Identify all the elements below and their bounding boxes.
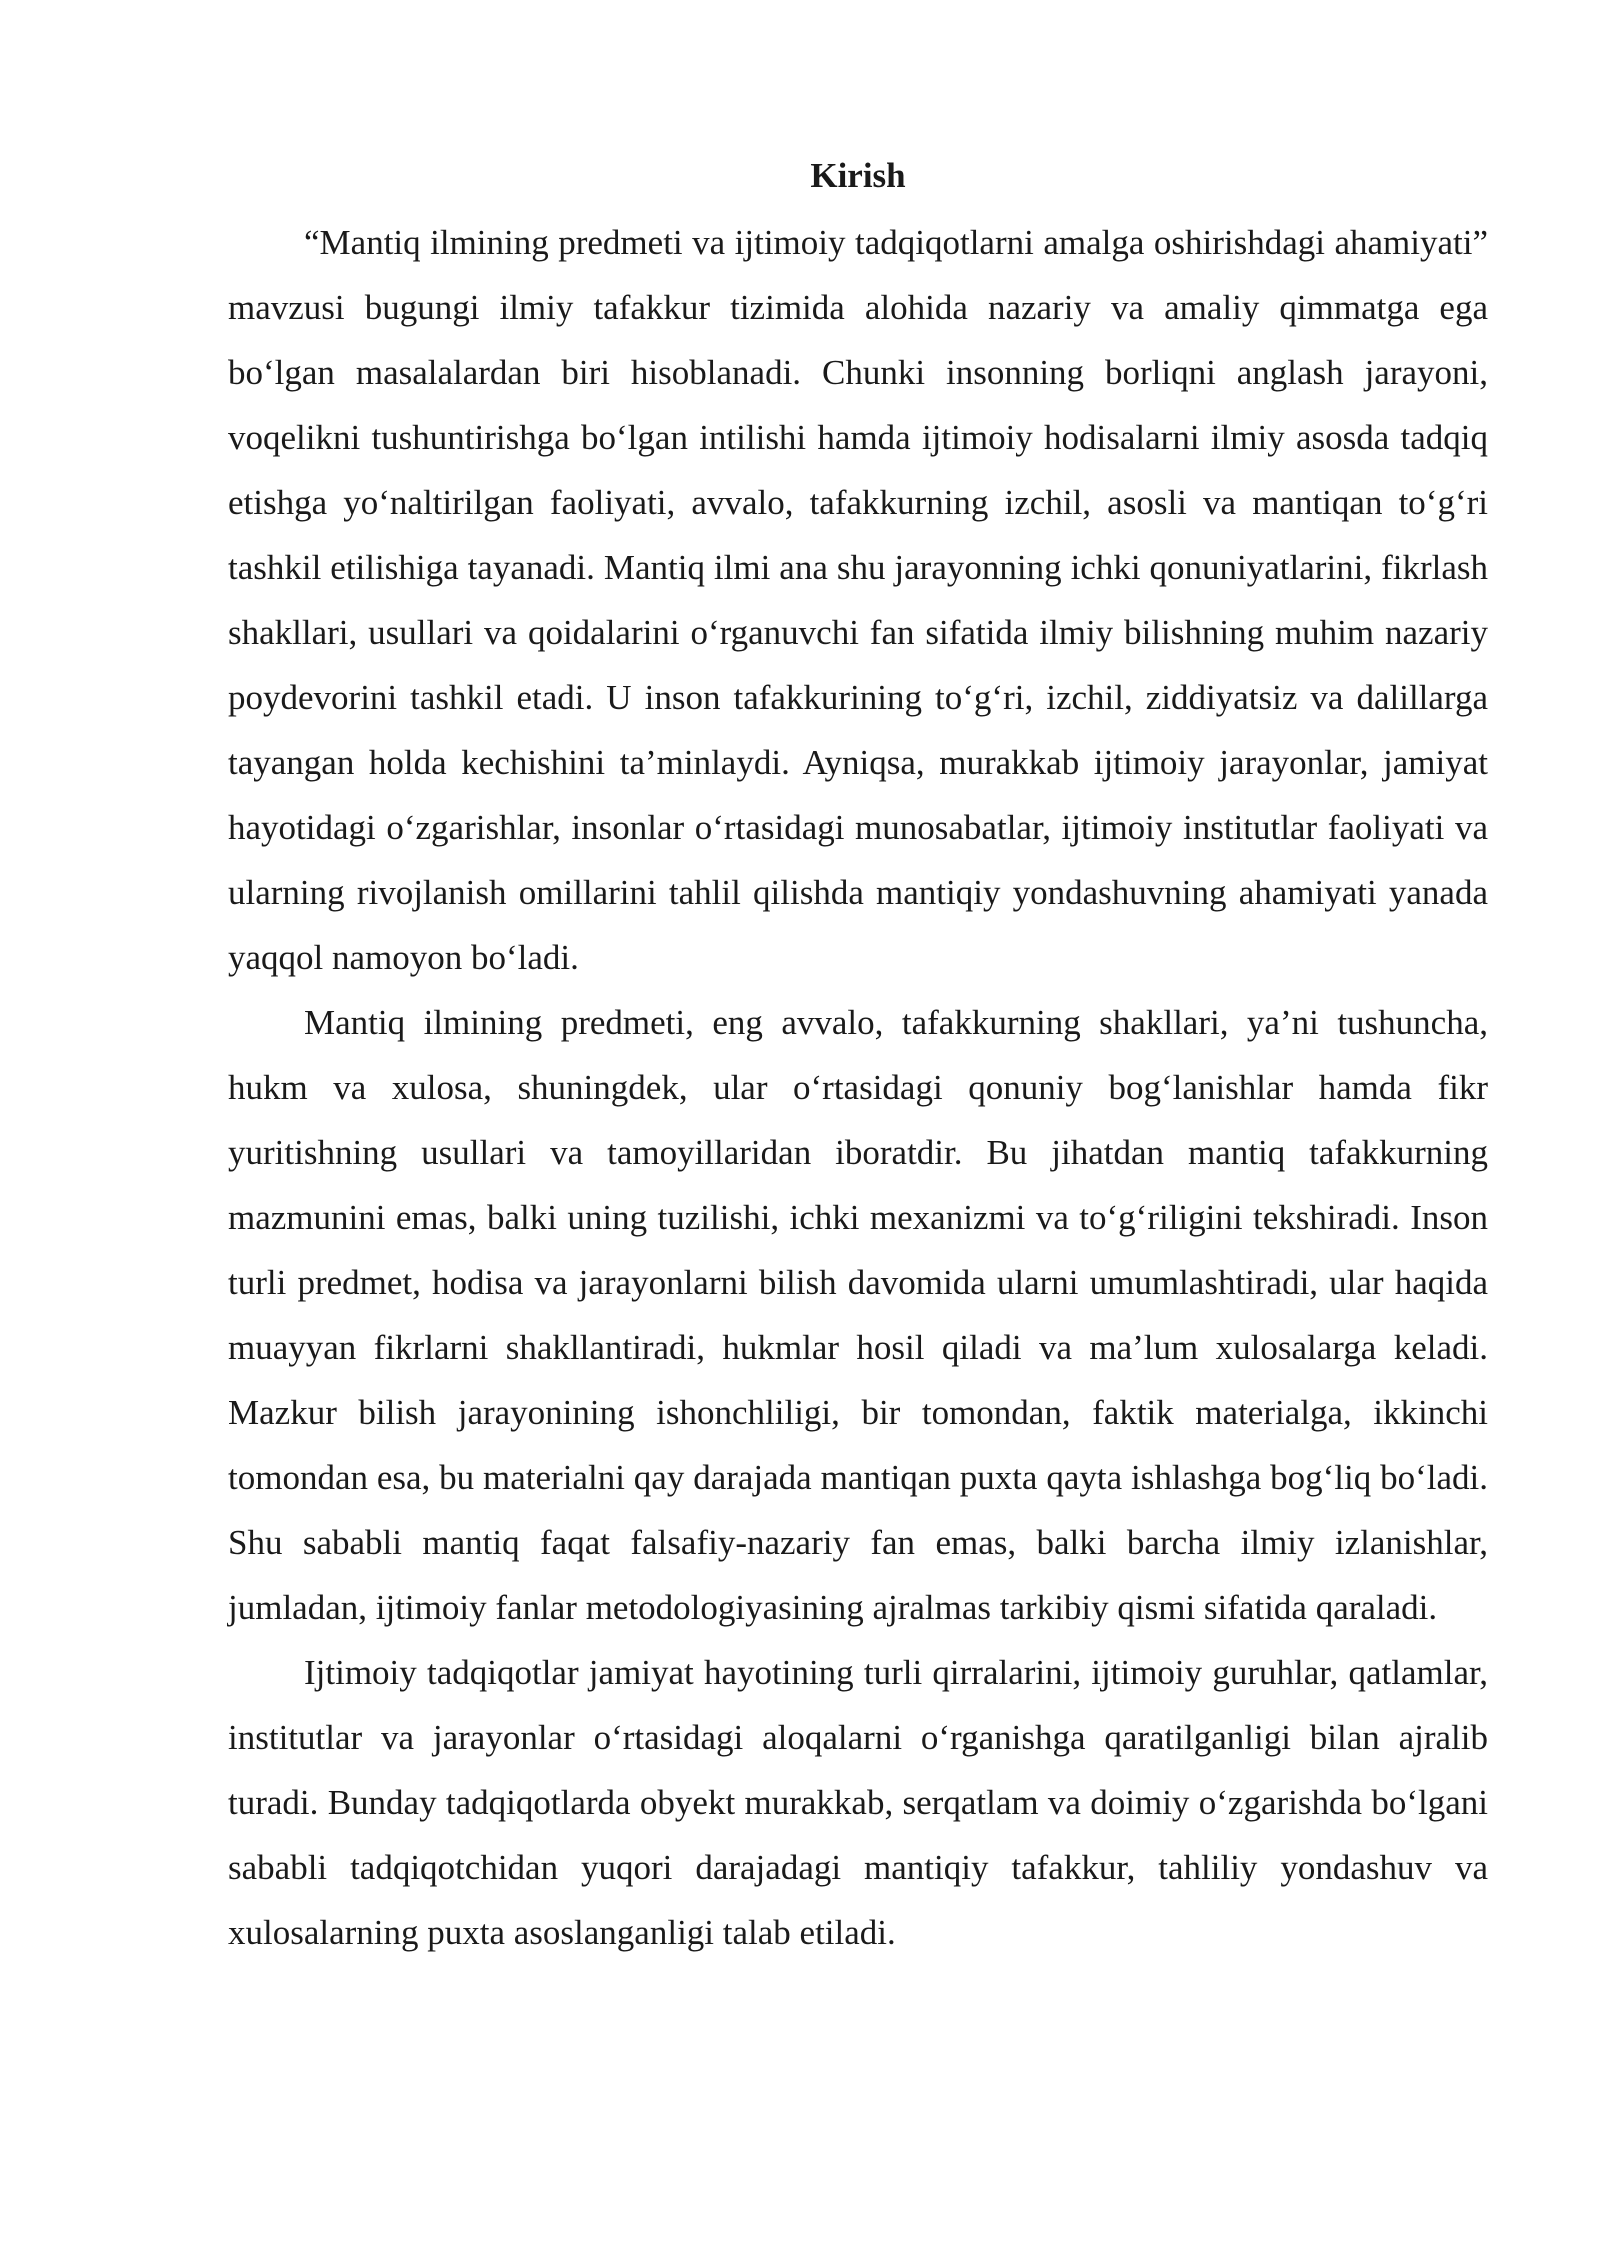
paragraph-1: “Mantiq ilmining predmeti va ijtimoiy tadqiqotlarni amalga oshirishdagi ahamiyati” mavzusi bugungi ilmiy tafakkur tizimida alohida nazariy va amaliy qimmatga ega bo‘lgan masalalardan biri hisoblanadi. Chunki insonning borliqni anglash jarayoni, voqelikni tushuntirishga bo‘lgan intilishi hamda ijtimoiy hodisalarni ilmiy asosda tadqiq etishga yo‘naltirilgan faoliyati, avvalo, tafakkurning izchil, asosli va mantiqan to‘g‘ri tashkil etilishiga tayanadi. Mantiq ilmi ana shu jarayonning ichki qonuniyatlarini, fikrlash shakllari, usullari va qoidalarini o‘rganuvchi fan sifatida ilmiy bilishning muhim nazariy poydevorini tashkil etadi. U inson tafakkurining to‘g‘ri, izchil, ziddiyatsiz va dalillarga tayangan holda kechishini ta’minlaydi. Ayniqsa, murakkab ijtimoiy jarayonlar, jamiyat hayotidagi o‘zgarishlar, insonlar o‘rtasidagi munosabatlar, ijtimoiy institutlar faoliyati va ularning rivojlanish omillarini tahlil qilishda mantiqiy yondashuvning ahamiyati yanada yaqqol namoyon bo‘ladi.	[228, 223, 1488, 977]
paragraph-2: Mantiq ilmining predmeti, eng avvalo, tafakkurning shakllari, ya’ni tushuncha, hukm va xulosa, shuningdek, ular o‘rtasidagi qonuniy bog‘lanishlar hamda fikr yuritishning usullari va tamoyillaridan iboratdir. Bu jihatdan mantiq tafakkurning mazmunini emas, balki uning tuzilishi, ichki mexanizmi va to‘g‘riligini tekshiradi. Inson turli predmet, hodisa va jarayonlarni bilish davomida ularni umumlashtiradi, ular haqida muayyan fikrlarni shakllantiradi, hukmlar hosil qiladi va ma’lum xulosalarga keladi. Mazkur bilish jarayonining ishonchliligi, bir tomondan, faktik materialga, ikkinchi tomondan esa, bu materialni qay darajada mantiqan puxta qayta ishlashga bog‘liq bo‘ladi. Shu sababli mantiq faqat falsafiy-nazariy fan emas, balki barcha ilmiy izlanishlar, jumladan, ijtimoiy fanlar metodologiyasining ajralmas tarkibiy qismi sifatida qaraladi.	[228, 1003, 1488, 1627]
paragraph-3: Ijtimoiy tadqiqotlar jamiyat hayotining turli qirralarini, ijtimoiy guruhlar, qatlamlar, institutlar va jarayonlar o‘rtasidagi aloqalarni o‘rganishga qaratilganligi bilan ajralib turadi. Bunday tadqiqotlarda obyekt murakkab, serqatlam va doimiy o‘zgarishda bo‘lgani sababli tadqiqotchidan yuqori darajadagi mantiqiy tafakkur, tahliliy yondashuv va xulosalarning puxta asoslanganligi talab etiladi.	[228, 1653, 1488, 1952]
document-title: Kirish	[810, 156, 906, 195]
document-body	[228, 150, 1488, 1965]
